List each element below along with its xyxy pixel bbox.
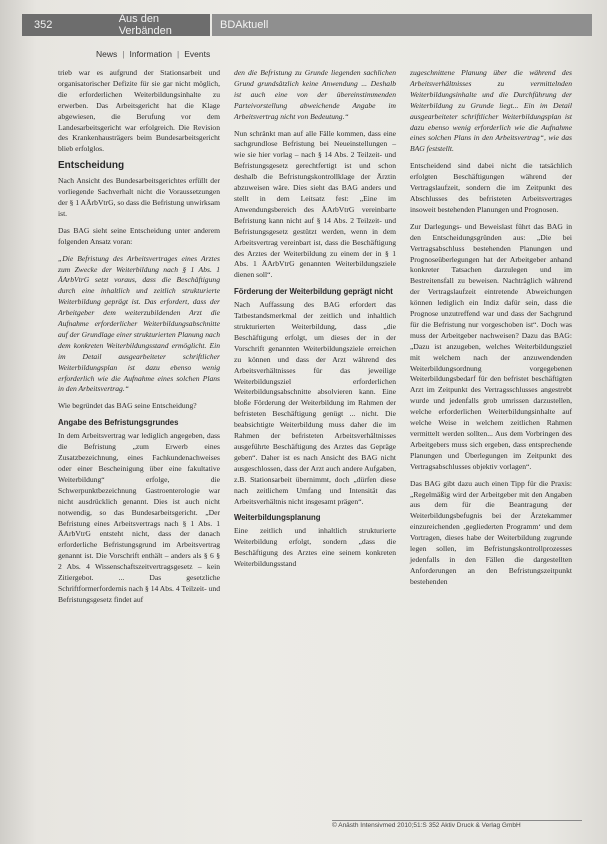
subnav-information: Information [129,49,173,59]
quote-paragraph: „Die Befristung des Arbeitsvertrages eines Arztes zum Zwecke der Weiterbildung nach § 1 Abs. 1 ÄArbVtrG setzt voraus, dass die Beschäftigung durch eine inhaltlich und zeitlich strukturierte Weiterbildung geprägt ist. Das erfordert, dass der Arbeitgeber dem weiterzubildenden Arzt die Aufnahme erforderlicher Weiterbildungsabschnitte auf der Grundlage einer strukturierten Planung nach dem konkreten Weiterbildungsstand ermöglicht. Ein im Detail ausgearbeiteter schriftlicher Weiterbildungsplan ist dazu ebenso wenig erforderlich wie die Aufnahme eines solchen Plans in den Arbeitsvertrag.“ [58,253,220,394]
article-body [58,68,578,808]
paragraph: In dem Arbeitsvertrag war lediglich angegeben, dass die Befristung „zum Erwerb eines Zusatzbezeichnung, eines Fachkundenachweises oder einer Bescheinigung über eine fakultative Weiterbildung“ erfolge, die Schwerpunktbezeichnung Gastroenterologie war nicht ausdrücklich genannt. Dies ist auch nicht notwendig, so das Bundesarbeitsgericht. „Der Befristung eines Arbeitsvertrags nach § 1 Abs. 1 ÄArbVtrG entsteht nicht, dass der danach erforderliche Befristungsgrund im Arbeitsvertrag genannt ist. Die Vorschrift enthält – anders als § 6 § 2 Abs. 4 Wissenschaftszeitvertragsgesetz – kein Zitiergebot. ... Das gesetzliche Schriftformerfordernis nach § 14 Abs. 4 Teilzeit- und Befristungsgesetz findet auf [58,431,220,604]
header-left-block [22,14,210,36]
header-right-block [212,14,592,36]
journal-name: BDAktuell [220,19,269,31]
column-1 [58,68,220,612]
subnav-separator: | [177,49,180,59]
subnav-events: Events [184,49,211,59]
paragraph: Nach Auffassung des BAG erfordert das Tatbestandsmerkmal der zeitlich und inhaltlich strukturierten Weiterbildung, dass „die Beschäftigung erfolgt, um dieses der in der Vorschrift genannten Weiterbildungsziele erreichen zu können und dass der Arzt während des Arbeitsverhältnisses für das jeweilige Weiterbildungsziel erforderlichen Weiterbildungsabschnitte absolvieren kann. Eine bloße Förderung der Weiterbildung im Rahmen der befristeten Beschäftigung genügt ... nicht. Die beabsichtigte Weiterbildung muss daher die im Rahmen der befristeten Arbeitsverhältnisses ausgeführte Beschäftigung des Arztes das Gepräge geben“. Daher ist es nach Ansicht des BAG nicht ausgeschlossen, dass der Arzt auch andere Aufgaben, z.B. Stationsarbeit übernimmt, doch „dürfen diese nach zeitlichem Umfang und Intensität das Arbeitsverhältnis nicht insgesamt prägen“. [234,300,396,506]
heading-foerderung: Förderung der Weiterbildung geprägt nicht [234,287,393,297]
subnav [96,49,210,59]
heading-entscheidung: Entscheidung [58,160,125,172]
paragraph: Eine zeitlich und inhaltlich strukturierte Weiterbildung erfolgt, sondern „dass die Beschäftigung des Arztes eine seinem konkreten Weiterbildungsstand [234,526,396,569]
paragraph: Das BAG gibt dazu auch einen Tipp für die Praxis: „Regelmäßig wird der Arbeitgeber mit den Angaben aus dem für die Beantragung der Weiterbildungsbefugnis bei der Ärztekammer einzureichenden ‚gegliederten Programm‘ und dem Vortragen, dieses habe der Weiterbildung zugrunde legen sollen, im Befristungskontrollprozesses jedenfalls in den Fällen die dargestellten Anforderungen an den Befristungszeitpunkt bestehenden [410,478,572,586]
subnav-news: News [96,49,118,59]
heading-angabe: Angabe des Befristungsgrundes [58,418,179,428]
paragraph: Zur Darlegungs- und Beweislast führt das BAG in den Entscheidungsgründen aus: „Die bei Vertragsabschluss bestehenden Planungen und Prognoseüberlegungen hat der Arbeitgeber anhand konkreter Tatsachen darzulegen und im Bestreitensfall zu beweisen. Nachträglich während der Vertragslaufzeit eintretende Abweichungen können lediglich ein Indiz dafür sein, dass die Prognose unzutreffend war und dass der Sachgrund für die Befristung nur vorgeschoben ist“. Doch was muss der Arbeitgeber nachweisen? Dazu das BAG: „Dazu ist anzugeben, welches Weiterbildungsziel mit welchem nach der anzuwendenden Weiterbildungsordnung vorgegebenen Weiterbildungsbedarf für den befristet beschäftigten Arzt im Zeitpunkt des Vertragsschlusses angestrebt wurde und jedenfalls grob umrissen darzustellen, welche erforderlichen Weiterbildungsinhalte auf welche Weise in welchem zeitlichen Rahmen vermittelt werden sollten... Aus dem Vorbringen des Arbeitgebers muss sich ergeben, dass entsprechende Planungen und Überlegungen im Zeitpunkt des Vertragsabschlusses objektiv vorlagen“. [410,221,572,471]
quote-paragraph: den die Befristung zu Grunde liegenden sachlichen Grund grundsätzlich keine Anwendung ... Deshalb ist auch eine von der übereinstimmenden Parteivorstellung abweichende Angabe im Arbeitsvertrag nicht von Bedeutung.“ [234,68,396,121]
quote-paragraph: zugeschnittene Planung über die während des Arbeitsverhältnisses zu vermittelnden Weiterbildungsinhalte und die Durchführung der Weiterbildung zu Grunde liegt... Ein im Detail ausgearbeiteter schriftlicher Weiterbildungsplan ist dazu ebenso wenig erforderlich wie die Aufnahme eines solchen Plans in den Arbeitsvertrag“, wie das BAG feststellt. [410,68,572,154]
paragraph: Das BAG sieht seine Entscheidung unter anderem folgenden Ansatz voran: [58,225,220,246]
running-header [22,14,592,36]
column-2 [234,68,396,576]
heading-planung: Weiterbildungsplanung [234,513,321,523]
column-3 [410,68,572,594]
paragraph: Wie begründet das BAG seine Entscheidung? [58,401,197,411]
paragraph: trieb war es aufgrund der Stationsarbeit und organisatorischer Defizite für sie gar nicht möglich, die erforderlichen Weiterbildungsinhalte zu erwerben. Das Arbeitsgericht hat die Klage abgewiesen, die Berufung vor dem Landesarbeitsgericht war erfolgreich. Die Revision des Krankenhausträgers beim Bundesarbeitsgericht blieb erfolglos. [58,68,220,154]
paragraph: Nach Ansicht des Bundesarbeitsgerichtes erfüllt der vorliegende Sachverhalt nicht die Voraussetzungen der § 1 AÄrbVtrG, so dass die Befristung unwirksam ist. [58,176,220,218]
section-title: Aus den Verbänden [118,13,172,37]
page-number: 352 [34,19,53,31]
paragraph: Nun schränkt man auf alle Fälle kommen, dass eine sachgrundlose Befristung bei Neueinstellungen – wie sie hier vorlag – nach § 14 Abs. 2 Teilzeit- und Befristungsgesetz gerechtfertigt ist und schon deshalb die Befristungskontrollklage der Ärztin abzuweisen wäre. Dies sieht das BAG anders und stellt in dem Leitsatz fest: „Eine im Anwendungsbereich des ÄArbVtrG vereinbarte Befristung kann nicht auf § 14 Abs. 2 Teilzeit- und Befristungsgesetz gestützt werden, wenn in dem Arbeitsvertrag vereinbart ist, dass die Beschäftigung des Arztes der Weiterbildung zu einem der in § 1 Abs. 1 ÄArbVtrG genannten Weiterbildungsziele dienen soll“. [234,128,396,280]
copyright-line: © Anästh Intensivmed 2010;51:S 352 Aktiv Druck & Verlag GmbH [332,822,521,829]
paragraph: Entscheidend sind dabei nicht die tatsächlich erfolgten Beschäftigungen während der Vertragslaufzeit, sondern die im Zeitpunkt des Abschlusses des befristeten Arbeitsvertrages insoweit bestehenden Planungen und Prognosen. [410,161,572,214]
subnav-separator: | [122,49,125,59]
page-footer [332,820,582,829]
